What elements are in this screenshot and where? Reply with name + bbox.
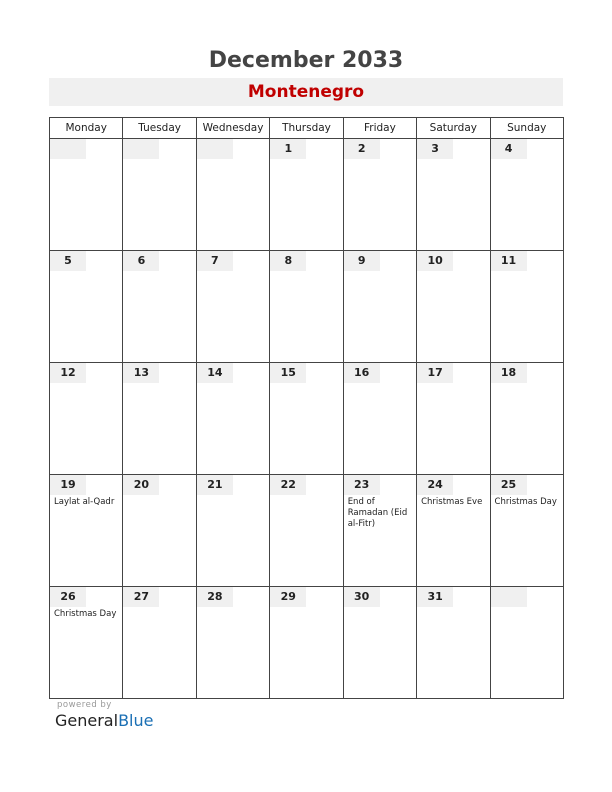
weekday-header-sunday: Sunday [490,118,563,139]
country-label: Montenegro [49,78,563,106]
day-number: 14 [197,363,233,383]
weekday-header-monday: Monday [50,118,123,139]
day-number: 24 [417,475,453,495]
day-number [50,139,86,159]
day-number: 22 [270,475,306,495]
calendar-day-cell[interactable] [50,139,123,251]
day-number: 5 [50,251,86,271]
weekday-header-row [50,118,564,139]
calendar-week-row [50,363,564,475]
calendar-day-cell[interactable] [417,587,490,699]
calendar-day-cell[interactable] [490,587,563,699]
footer-branding [55,700,153,730]
calendar-day-cell[interactable] [123,363,196,475]
calendar-day-cell[interactable] [123,587,196,699]
calendar-week-row [50,251,564,363]
calendar-day-cell[interactable] [343,363,416,475]
calendar-day-cell[interactable] [196,139,269,251]
day-number: 28 [197,587,233,607]
holiday-label: End of Ramadan (Eid al-Fitr) [347,497,408,529]
day-number: 19 [50,475,86,495]
day-number: 20 [123,475,159,495]
calendar-day-cell[interactable] [490,139,563,251]
weekday-header-tuesday: Tuesday [123,118,196,139]
day-number: 6 [123,251,159,271]
calendar-week-row [50,587,564,699]
calendar-day-cell[interactable] [490,363,563,475]
day-number: 29 [270,587,306,607]
calendar-day-cell[interactable] [417,475,490,587]
calendar-day-cell[interactable] [50,251,123,363]
day-number: 10 [417,251,453,271]
day-number: 23 [344,475,380,495]
holiday-label: Christmas Day [54,609,117,619]
day-number: 13 [123,363,159,383]
calendar-day-cell[interactable] [343,251,416,363]
calendar-day-cell[interactable] [123,475,196,587]
calendar-day-cell[interactable] [343,139,416,251]
calendar-day-cell[interactable] [490,251,563,363]
powered-by-text: powered by [57,700,112,710]
holiday-label: Laylat al-Qadr [54,497,115,507]
calendar-day-cell[interactable] [270,363,343,475]
calendar-day-cell[interactable] [50,475,123,587]
brand-blue-text: Blue [118,711,154,730]
calendar-day-cell[interactable] [123,251,196,363]
calendar-day-cell[interactable] [196,587,269,699]
calendar-day-cell[interactable] [417,251,490,363]
day-number: 2 [344,139,380,159]
weekday-header-saturday: Saturday [417,118,490,139]
day-number: 3 [417,139,453,159]
calendar-day-cell[interactable] [417,363,490,475]
calendar-week-row [50,139,564,251]
holiday-label: Christmas Day [494,497,557,507]
day-number: 27 [123,587,159,607]
calendar-day-cell[interactable] [196,475,269,587]
day-number: 16 [344,363,380,383]
calendar-day-cell[interactable] [50,363,123,475]
day-number [491,587,527,607]
day-number: 12 [50,363,86,383]
day-number: 18 [491,363,527,383]
weekday-header-wednesday: Wednesday [196,118,269,139]
weekday-header-thursday: Thursday [270,118,343,139]
page-title: December 2033 [208,48,404,73]
day-number: 30 [344,587,380,607]
day-number: 17 [417,363,453,383]
holiday-label: Christmas Eve [421,497,483,507]
calendar-day-cell[interactable] [123,139,196,251]
day-number: 15 [270,363,306,383]
calendar-day-cell[interactable] [490,475,563,587]
calendar-day-cell[interactable] [50,587,123,699]
day-number: 25 [491,475,527,495]
day-number: 31 [417,587,453,607]
day-number: 21 [197,475,233,495]
calendar-day-cell[interactable] [343,587,416,699]
day-number [123,139,159,159]
calendar-day-cell[interactable] [343,475,416,587]
day-number: 8 [270,251,306,271]
calendar-body [50,139,564,699]
day-number: 4 [491,139,527,159]
calendar-week-row [50,475,564,587]
day-number: 9 [344,251,380,271]
calendar-day-cell[interactable] [417,139,490,251]
weekday-header-friday: Friday [343,118,416,139]
calendar-day-cell[interactable] [196,251,269,363]
calendar-day-cell[interactable] [270,139,343,251]
calendar-day-cell[interactable] [270,587,343,699]
day-number: 1 [270,139,306,159]
day-number: 7 [197,251,233,271]
brand-logo[interactable] [55,711,153,730]
day-number [197,139,233,159]
calendar-grid [49,117,564,699]
calendar-day-cell[interactable] [270,475,343,587]
day-number: 11 [491,251,527,271]
calendar-day-cell[interactable] [196,363,269,475]
day-number: 26 [50,587,86,607]
brand-general-text: General [55,711,119,730]
calendar-day-cell[interactable] [270,251,343,363]
